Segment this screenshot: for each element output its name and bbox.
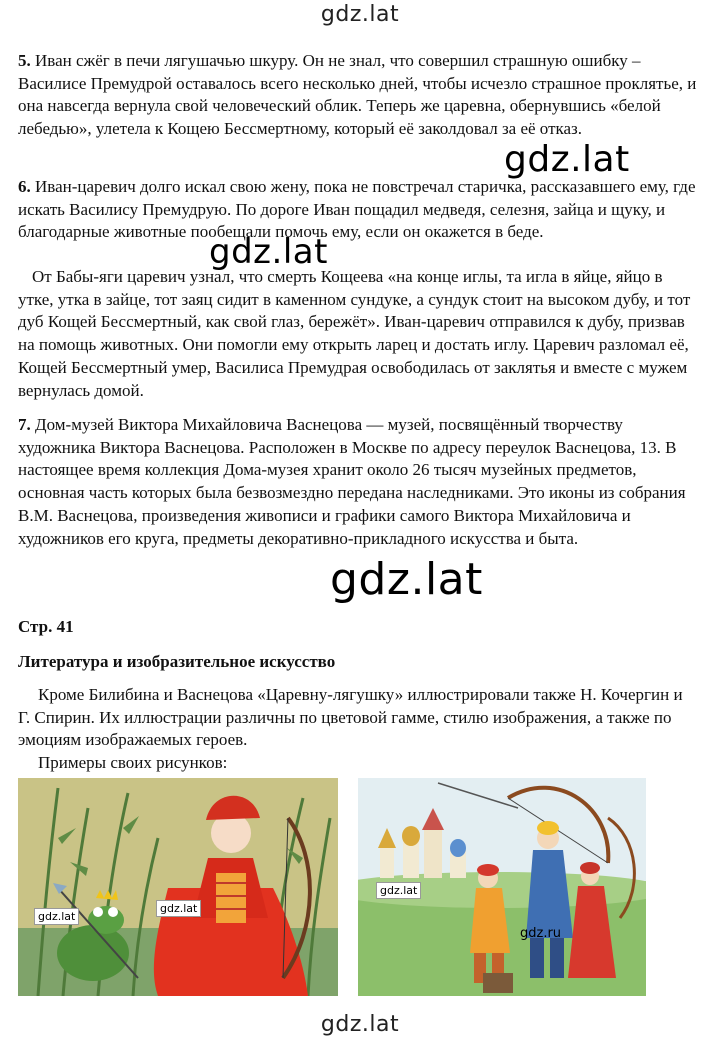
- answer-6: [18, 176, 698, 244]
- watermark-mid-c: gdz.lat: [330, 554, 483, 605]
- answer-6-number: 6.: [18, 177, 31, 196]
- answer-6-continuation: От Бабы-яги царевич узнал, что смерть Кощеева «на конце иглы, та игла в яйце, яйцо в утке, утка в зайце, тот заяц сидит в каменном сундуке, а сундук стоит на высоком дубу, и тот дуб Кощей Бессмертный, как свой глаз, бережёт». Иван-царевич отправился к дубу, призвав на помощь животных. Они помогли ему открыть ларец и достать иглу. Царевич разломал её, Кощей Бессмертный умер, Василиса Премудрая освободилась от заклятья и вместе с мужем вернулась домой.: [18, 267, 691, 400]
- section-paragraph: Кроме Билибина и Васнецова «Царевну-лягушку» иллюстрировали также Н. Кочергин и Г. Спирин. Их иллюстрации различны по цветовой гамме, стилю изображения, а также по эмоциям изображаемых героев.: [18, 685, 683, 750]
- answer-7-number: 7.: [18, 415, 31, 434]
- watermark-mid-a: gdz.lat: [500, 140, 634, 180]
- answer-6-text: Иван-царевич долго искал свою жену, пока не повстречал старичка, рассказавшего ему, где искать Василису Премудрую. По дороге Иван пощадил медведя, селезня, зайца и щуку, и благодарные животные пообещали помочь ему, если он окажется в беде.: [18, 177, 696, 242]
- section-title: Литература и изобразительное искусство: [18, 652, 336, 671]
- answer-7: [18, 414, 698, 550]
- answer-5-text: Иван сжёг в печи лягушачью шкуру. Он не знал, что совершил страшную ошибку – Василисе Премудрой оставалось всего несколько дней, чтобы исчезло страшное проклятье, и она навсегда вернула свой человеческий облик. Теперь же царевна, обернувшись «белой лебедью», улетела к Кощею Бессмертному, который её заколдовал за её отказ.: [18, 51, 697, 139]
- watermark-illustration-1-left: gdz.lat: [34, 908, 79, 925]
- watermark-top: gdz.lat: [320, 2, 400, 27]
- watermark-illustration-2-right: gdz.ru: [520, 926, 562, 941]
- answer-5-number: 5.: [18, 51, 31, 70]
- illustration-frog-princess: [18, 778, 338, 996]
- watermark-illustration-2-left: gdz.lat: [376, 882, 421, 899]
- examples-caption: Примеры своих рисунков:: [38, 753, 228, 772]
- watermark-bottom: gdz.lat: [320, 1012, 400, 1037]
- illustration-archers: [358, 778, 646, 996]
- answer-7-text: Дом-музей Виктора Михайловича Васнецова — музей, посвящённый творчеству художника Виктора Васнецова. Расположен в Москве по адресу переулок Васнецова, 13. В настоящее время коллекция Дома-музея хранит около 26 тысяч музейных предметов, основная часть которых была безвозмездно передана наследниками. Это иконы из собрания В.М. Васнецова, произведения живописи и графики самого Виктора Михайловича и художников его круга, предметы декоративно-прикладного искусства и быта.: [18, 415, 686, 548]
- answer-5: [18, 50, 698, 141]
- page-reference: Стр. 41: [18, 617, 74, 636]
- illustration-frog-drawing: [18, 778, 338, 996]
- watermark-illustration-1-center: gdz.lat: [156, 900, 201, 917]
- watermark-mid-b: gdz.lat: [205, 232, 332, 272]
